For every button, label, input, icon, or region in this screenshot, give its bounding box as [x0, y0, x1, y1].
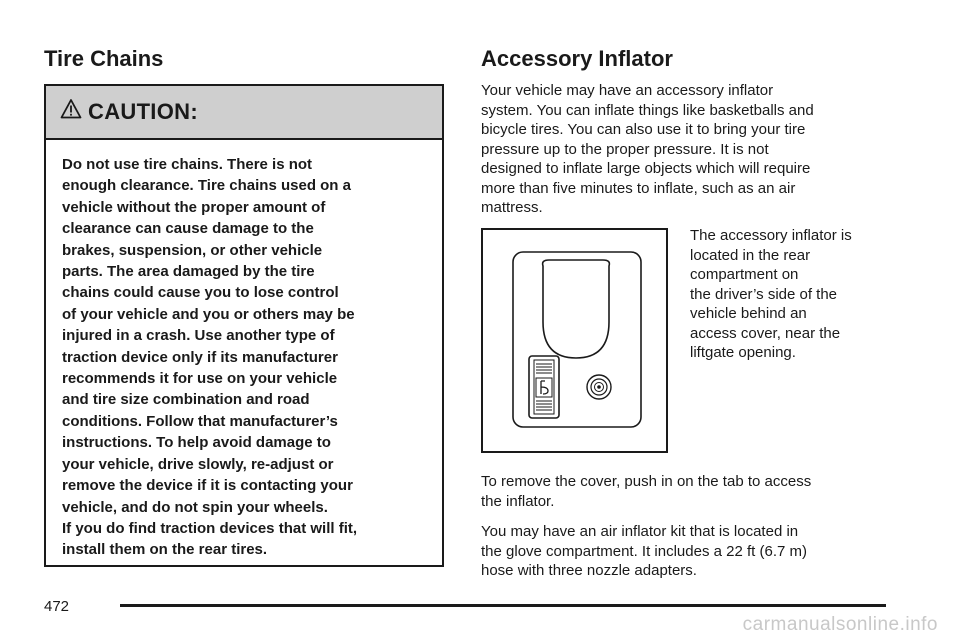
- footer-rule: [120, 604, 886, 607]
- figure-caption: The accessory inflator is located in the rear compartment on the driver’s side of the vehicle behind an access cover, near the liftgate opening.: [690, 227, 852, 361]
- remove-cover-paragraph: To remove the cover, push in on the tab to access the inflator.: [481, 473, 812, 510]
- inflator-panel-drawing: [483, 230, 666, 451]
- watermark: carmanualsonline.info: [742, 614, 938, 635]
- inflator-kit-paragraph: You may have an air inflator kit that is located in the glove compartment. It includes a 22 ft (6.7 m) hose with three nozzle adapters.: [481, 523, 807, 579]
- inflator-illustration: [481, 228, 668, 453]
- caution-header: [46, 86, 442, 140]
- warning-icon: [60, 98, 82, 120]
- page-number: 472: [44, 598, 70, 615]
- intro-paragraph: Your vehicle may have an accessory inflator system. You can inflate things like basketballs and bicycle tires. You can also use it to bring your tire pressure up to the proper pressure. It is not designed to inflate large objects which will require more than five minutes to inflate, such as an air mattress.: [481, 82, 814, 216]
- caution-box: [44, 84, 444, 567]
- accessory-inflator-heading: Accessory Inflator: [481, 46, 673, 71]
- caution-label: CAUTION:: [88, 99, 198, 124]
- accessory-inflator-section: [481, 44, 901, 579]
- tire-chains-section: [44, 44, 447, 559]
- tire-chains-heading: Tire Chains: [44, 46, 164, 71]
- caution-text: Do not use tire chains. There is not enough clearance. Tire chains used on a vehicle without the proper amount of clearance can cause damage to the brakes, suspension, or other vehicle parts. The area damaged by the tire chains could cause you to lose control of your vehicle and you or others may be injured in a crash. Use another type of traction device only if its manufacturer recommends it for use on your vehicle and tire size combination and road conditions. Follow that manufacturer’s instructions. To help avoid damage to your vehicle, drive slowly, re-adjust or remove the device if it is contacting your vehicle, and do not spin your wheels. If you do find traction devices that will fit, install them on the rear tires.: [62, 156, 358, 559]
